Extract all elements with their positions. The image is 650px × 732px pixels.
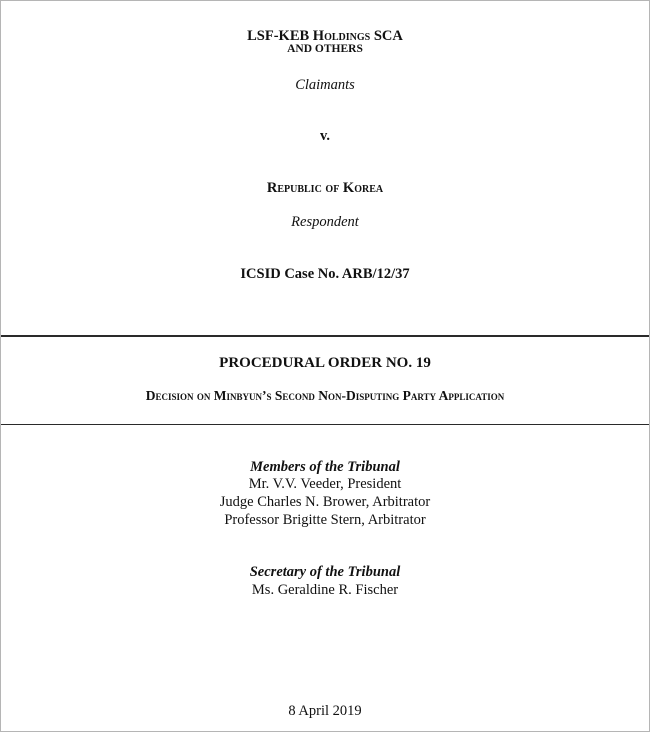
tribunal-member-arbitrator-2: Professor Brigitte Stern, Arbitrator — [224, 512, 426, 528]
respondent-label: Respondent — [291, 214, 359, 230]
secretary-heading: Secretary of the Tribunal — [249, 564, 401, 580]
secretary-name: Ms. Geraldine R. Fischer — [251, 582, 399, 598]
tribunal-heading: Members of the Tribunal — [250, 459, 400, 475]
claimants-label: Claimants — [295, 77, 355, 93]
claimant-others: AND OTHERS — [287, 43, 363, 55]
respondent-name: Republic of Korea — [266, 180, 384, 196]
tribunal-member-arbitrator-1: Judge Charles N. Brower, Arbitrator — [219, 494, 431, 510]
document-date: 8 April 2019 — [288, 703, 362, 719]
claimant-name: LSF-KEB Holdings SCA — [247, 28, 403, 44]
top-divider — [1, 335, 649, 337]
order-title: PROCEDURAL ORDER NO. 19 — [219, 355, 431, 371]
case-number: ICSID Case No. ARB/12/37 — [240, 266, 410, 282]
tribunal-member-president: Mr. V.V. Veeder, President — [248, 476, 402, 492]
versus-label: v. — [319, 128, 331, 144]
order-subtitle: Decision on Minbyun’s Second Non-Disputing Party Application — [145, 388, 505, 403]
bottom-divider — [1, 424, 649, 425]
